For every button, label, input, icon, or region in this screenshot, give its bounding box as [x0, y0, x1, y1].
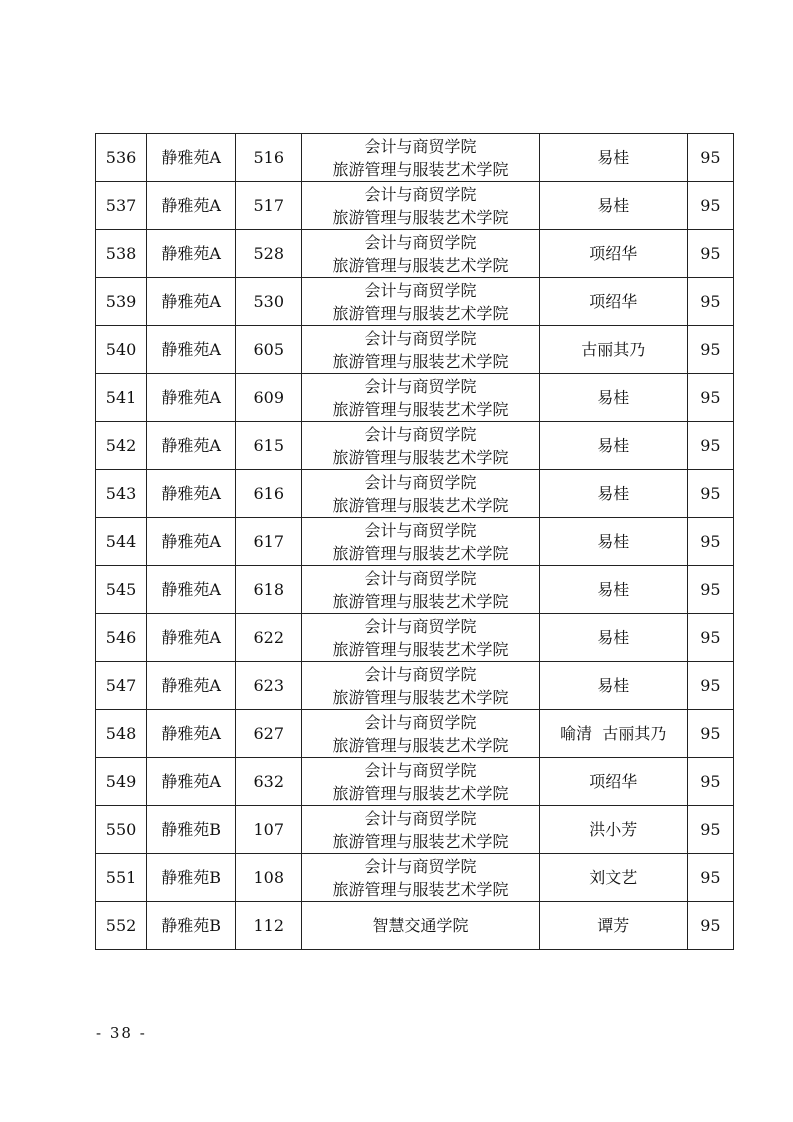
row-number-cell: 547 — [96, 662, 147, 710]
row-number-cell: 548 — [96, 710, 147, 758]
college-cell — [302, 854, 539, 902]
score-cell: 95 — [687, 470, 733, 518]
score-cell: 95 — [687, 710, 733, 758]
table-row — [96, 518, 734, 566]
college-cell — [302, 374, 539, 422]
college-name: 会计与商贸学院 — [364, 568, 477, 588]
room-number-cell: 615 — [236, 422, 302, 470]
table-row — [96, 470, 734, 518]
room-number-cell: 616 — [236, 470, 302, 518]
table-row — [96, 566, 734, 614]
college-name: 会计与商贸学院 — [364, 472, 477, 492]
teacher-cell: 项绍华 — [539, 278, 687, 326]
college-name: 旅游管理与服装艺术学院 — [332, 591, 509, 611]
teacher-cell: 易桂 — [539, 566, 687, 614]
college-name: 会计与商贸学院 — [364, 280, 477, 300]
row-number-cell: 550 — [96, 806, 147, 854]
college-name: 智慧交通学院 — [372, 916, 469, 935]
table-row — [96, 422, 734, 470]
building-cell: 静雅苑A — [147, 278, 236, 326]
room-number-cell: 112 — [236, 902, 302, 950]
building-cell: 静雅苑A — [147, 470, 236, 518]
college-name: 会计与商贸学院 — [364, 424, 477, 444]
row-number-cell: 537 — [96, 182, 147, 230]
college-name: 旅游管理与服装艺术学院 — [332, 687, 509, 707]
teacher-cell: 易桂 — [539, 422, 687, 470]
score-cell: 95 — [687, 278, 733, 326]
score-cell: 95 — [687, 758, 733, 806]
score-cell: 95 — [687, 806, 733, 854]
college-name: 旅游管理与服装艺术学院 — [332, 303, 509, 323]
college-cell — [302, 662, 539, 710]
table-row — [96, 230, 734, 278]
college-name: 会计与商贸学院 — [364, 808, 477, 828]
college-name: 会计与商贸学院 — [364, 328, 477, 348]
room-number-cell: 530 — [236, 278, 302, 326]
row-number-cell: 540 — [96, 326, 147, 374]
college-name: 会计与商贸学院 — [364, 376, 477, 396]
table-row — [96, 854, 734, 902]
building-cell: 静雅苑A — [147, 758, 236, 806]
row-number-cell: 538 — [96, 230, 147, 278]
table-body — [96, 134, 734, 950]
room-number-cell: 517 — [236, 182, 302, 230]
building-cell: 静雅苑A — [147, 566, 236, 614]
teacher-cell: 古丽其乃 — [539, 326, 687, 374]
score-cell: 95 — [687, 326, 733, 374]
college-name: 会计与商贸学院 — [364, 520, 477, 540]
table-row — [96, 902, 734, 950]
page-number: - 38 - — [96, 1024, 147, 1042]
score-cell: 95 — [687, 614, 733, 662]
table-row — [96, 614, 734, 662]
building-cell: 静雅苑A — [147, 230, 236, 278]
teacher-cell: 易桂 — [539, 662, 687, 710]
room-number-cell: 618 — [236, 566, 302, 614]
college-cell — [302, 230, 539, 278]
college-cell — [302, 518, 539, 566]
college-name: 旅游管理与服装艺术学院 — [332, 399, 509, 419]
building-cell: 静雅苑A — [147, 134, 236, 182]
table-row — [96, 278, 734, 326]
building-cell: 静雅苑A — [147, 374, 236, 422]
score-cell: 95 — [687, 422, 733, 470]
college-cell — [302, 758, 539, 806]
building-cell: 静雅苑A — [147, 326, 236, 374]
college-name: 会计与商贸学院 — [364, 136, 477, 156]
building-cell: 静雅苑A — [147, 710, 236, 758]
teacher-cell: 易桂 — [539, 134, 687, 182]
teacher-cell: 易桂 — [539, 614, 687, 662]
table-row — [96, 710, 734, 758]
building-cell: 静雅苑A — [147, 422, 236, 470]
room-number-cell: 623 — [236, 662, 302, 710]
college-name: 旅游管理与服装艺术学院 — [332, 255, 509, 275]
score-cell: 95 — [687, 134, 733, 182]
room-number-cell: 605 — [236, 326, 302, 374]
building-cell: 静雅苑A — [147, 518, 236, 566]
college-name: 旅游管理与服装艺术学院 — [332, 207, 509, 227]
college-name: 会计与商贸学院 — [364, 616, 477, 636]
row-number-cell: 543 — [96, 470, 147, 518]
teacher-cell: 项绍华 — [539, 758, 687, 806]
score-cell: 95 — [687, 230, 733, 278]
table-row — [96, 374, 734, 422]
college-cell — [302, 278, 539, 326]
college-name: 旅游管理与服装艺术学院 — [332, 879, 509, 899]
teacher-cell: 易桂 — [539, 470, 687, 518]
table-row — [96, 182, 734, 230]
row-number-cell: 549 — [96, 758, 147, 806]
teacher-cell: 易桂 — [539, 518, 687, 566]
college-cell — [302, 134, 539, 182]
table-row — [96, 806, 734, 854]
room-number-cell: 516 — [236, 134, 302, 182]
room-number-cell: 617 — [236, 518, 302, 566]
college-cell — [302, 710, 539, 758]
building-cell: 静雅苑B — [147, 902, 236, 950]
college-name: 旅游管理与服装艺术学院 — [332, 495, 509, 515]
room-number-cell: 609 — [236, 374, 302, 422]
college-name: 旅游管理与服装艺术学院 — [332, 783, 509, 803]
room-number-cell: 108 — [236, 854, 302, 902]
college-cell — [302, 902, 539, 950]
college-name: 会计与商贸学院 — [364, 232, 477, 252]
college-name: 会计与商贸学院 — [364, 184, 477, 204]
teacher-cell: 易桂 — [539, 182, 687, 230]
teacher-cell: 喻清 古丽其乃 — [539, 710, 687, 758]
row-number-cell: 541 — [96, 374, 147, 422]
room-number-cell: 632 — [236, 758, 302, 806]
college-cell — [302, 806, 539, 854]
teacher-cell: 项绍华 — [539, 230, 687, 278]
row-number-cell: 551 — [96, 854, 147, 902]
table-row — [96, 326, 734, 374]
college-cell — [302, 470, 539, 518]
row-number-cell: 545 — [96, 566, 147, 614]
college-name: 旅游管理与服装艺术学院 — [332, 447, 509, 467]
college-cell — [302, 566, 539, 614]
row-number-cell: 539 — [96, 278, 147, 326]
college-name: 会计与商贸学院 — [364, 712, 477, 732]
row-number-cell: 542 — [96, 422, 147, 470]
teacher-cell: 易桂 — [539, 374, 687, 422]
table-row — [96, 662, 734, 710]
college-name: 会计与商贸学院 — [364, 856, 477, 876]
building-cell: 静雅苑B — [147, 806, 236, 854]
college-name: 旅游管理与服装艺术学院 — [332, 639, 509, 659]
college-name: 旅游管理与服装艺术学院 — [332, 543, 509, 563]
score-cell: 95 — [687, 182, 733, 230]
teacher-cell: 洪小芳 — [539, 806, 687, 854]
row-number-cell: 536 — [96, 134, 147, 182]
row-number-cell: 544 — [96, 518, 147, 566]
college-cell — [302, 614, 539, 662]
building-cell: 静雅苑A — [147, 182, 236, 230]
score-cell: 95 — [687, 662, 733, 710]
room-number-cell: 107 — [236, 806, 302, 854]
table-row — [96, 134, 734, 182]
college-cell — [302, 182, 539, 230]
teacher-cell: 刘文艺 — [539, 854, 687, 902]
room-number-cell: 627 — [236, 710, 302, 758]
dormitory-inspection-table — [95, 133, 734, 950]
room-number-cell: 528 — [236, 230, 302, 278]
building-cell: 静雅苑A — [147, 662, 236, 710]
college-name: 旅游管理与服装艺术学院 — [332, 159, 509, 179]
college-name: 会计与商贸学院 — [364, 664, 477, 684]
college-cell — [302, 422, 539, 470]
college-name: 旅游管理与服装艺术学院 — [332, 735, 509, 755]
score-cell: 95 — [687, 518, 733, 566]
college-name: 旅游管理与服装艺术学院 — [332, 351, 509, 371]
row-number-cell: 552 — [96, 902, 147, 950]
score-cell: 95 — [687, 566, 733, 614]
row-number-cell: 546 — [96, 614, 147, 662]
teacher-cell: 谭芳 — [539, 902, 687, 950]
college-name: 旅游管理与服装艺术学院 — [332, 831, 509, 851]
score-cell: 95 — [687, 902, 733, 950]
college-cell — [302, 326, 539, 374]
table-row — [96, 758, 734, 806]
college-name: 会计与商贸学院 — [364, 760, 477, 780]
score-cell: 95 — [687, 854, 733, 902]
building-cell: 静雅苑B — [147, 854, 236, 902]
room-number-cell: 622 — [236, 614, 302, 662]
score-cell: 95 — [687, 374, 733, 422]
building-cell: 静雅苑A — [147, 614, 236, 662]
